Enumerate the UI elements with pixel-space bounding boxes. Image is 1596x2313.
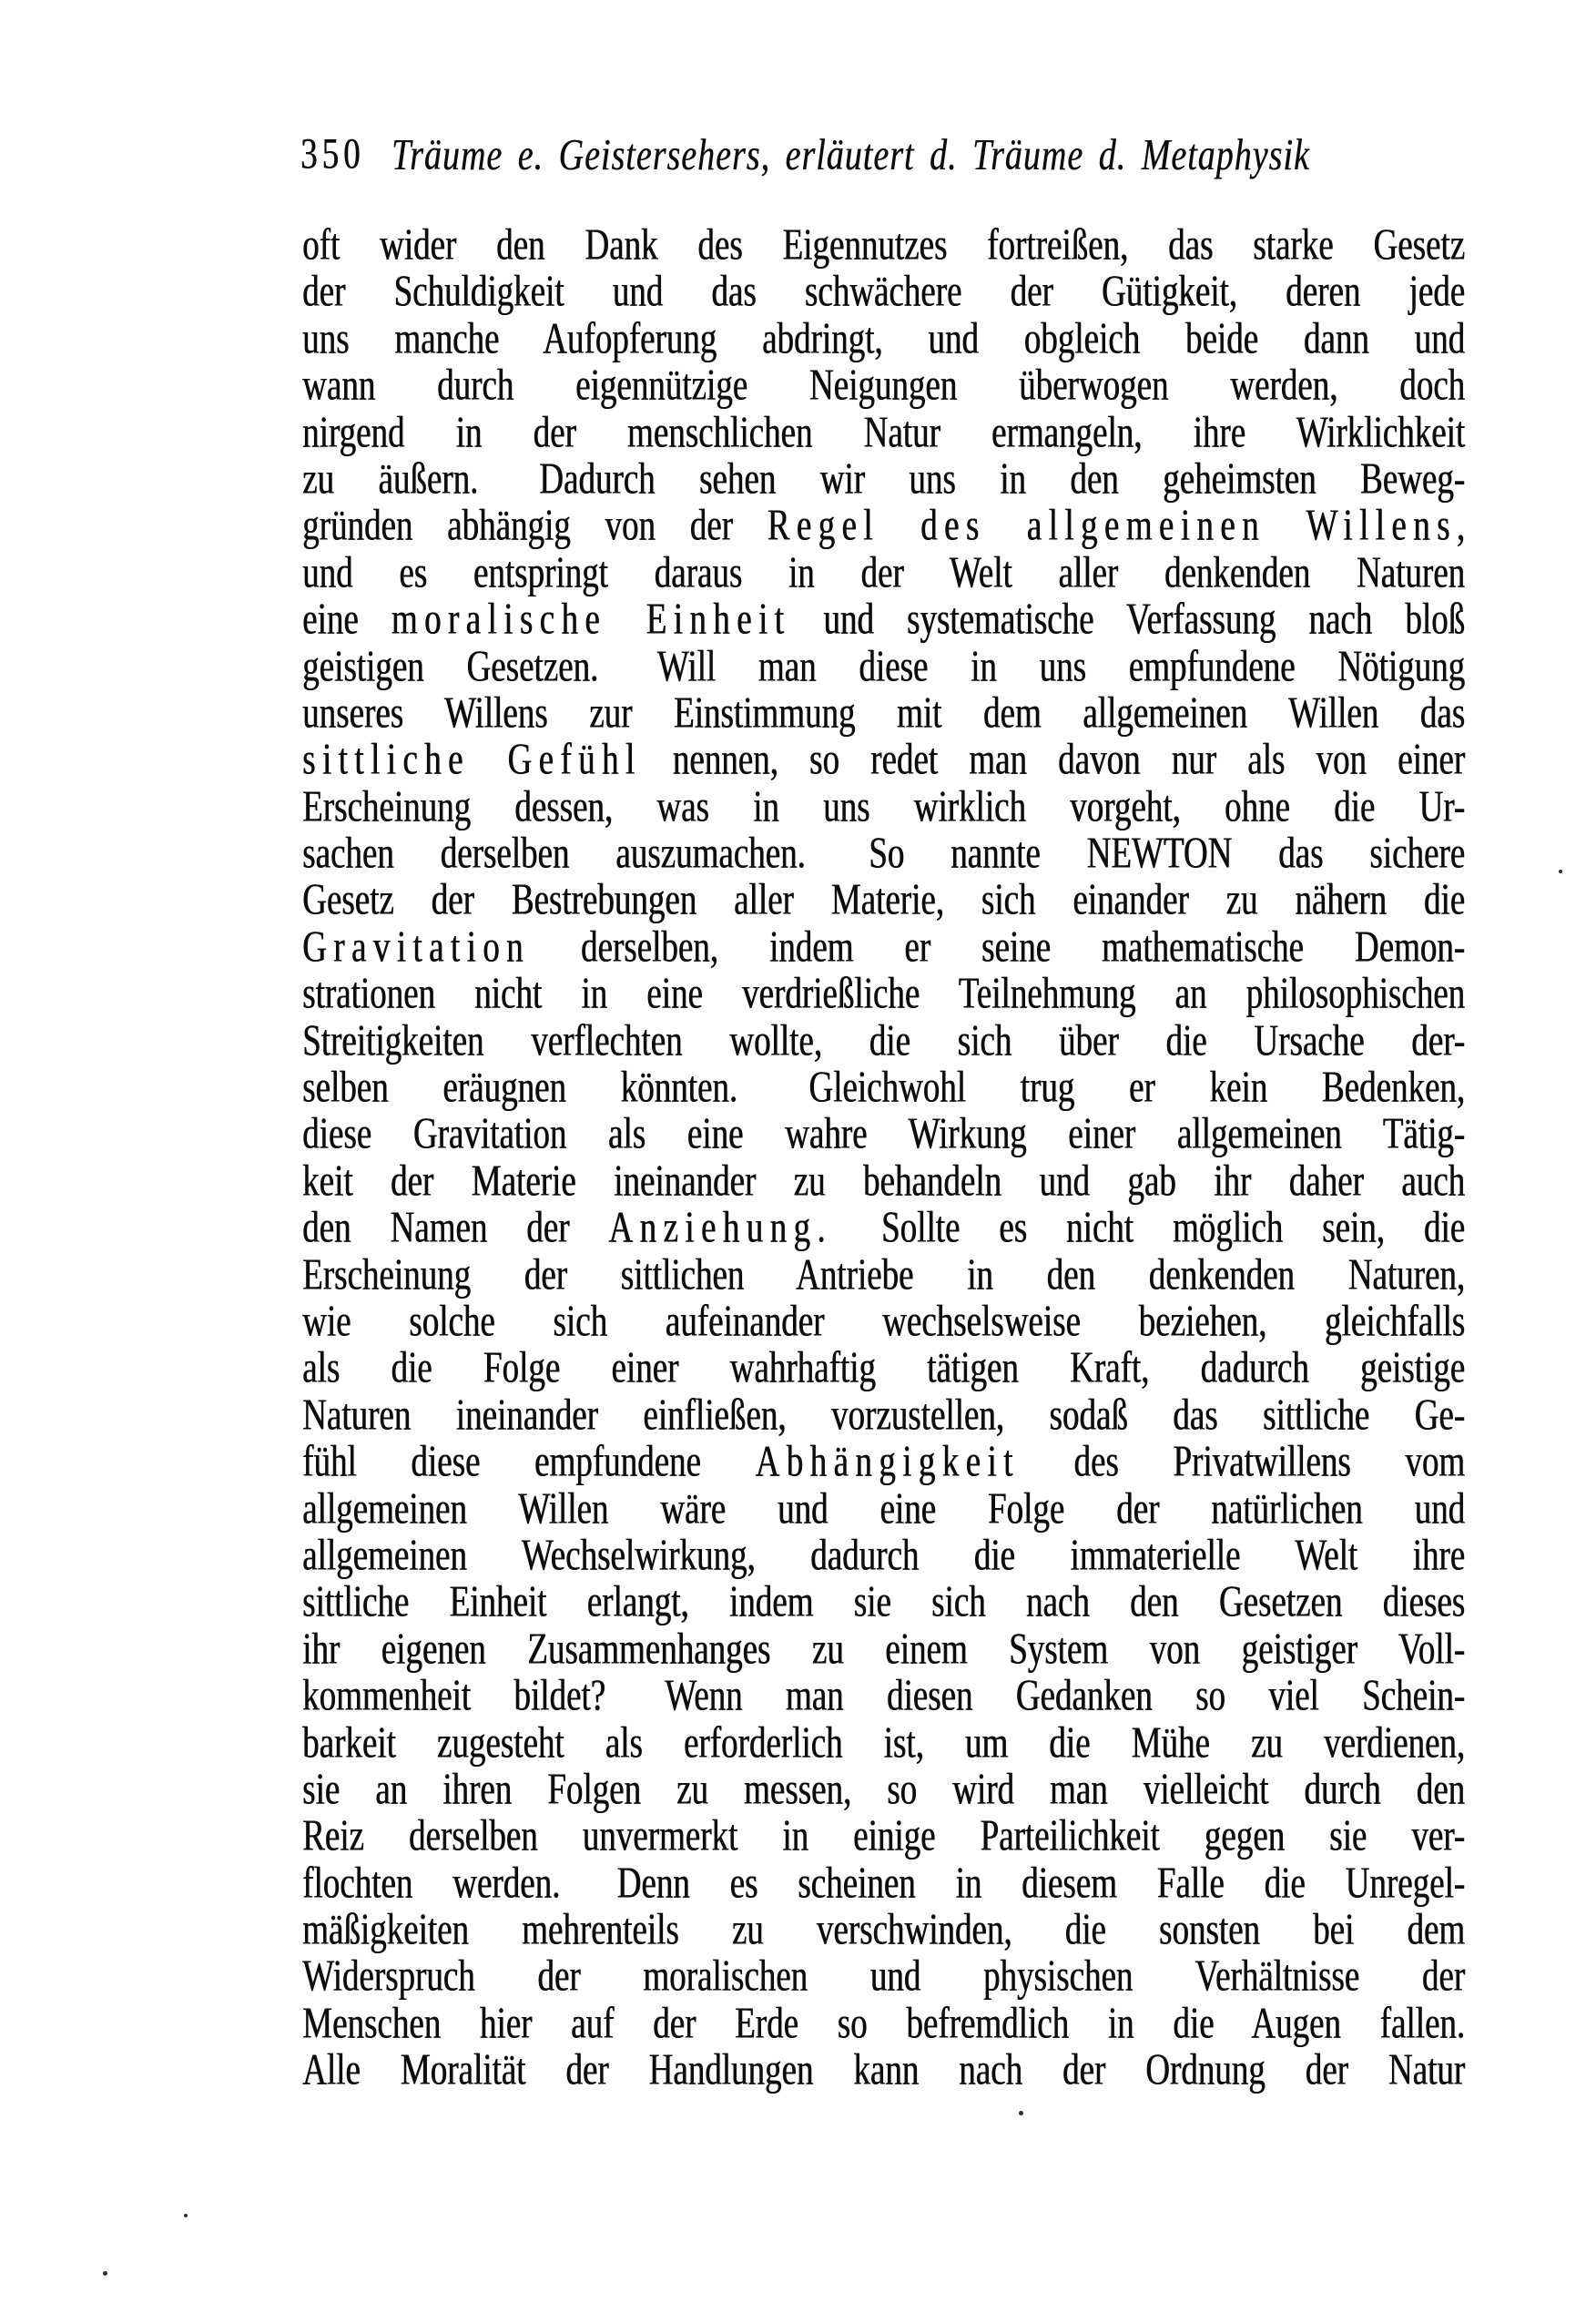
- text-segment: unseres Willens zur Einstimmung mit dem allgemeinen Willen das: [302, 688, 1465, 739]
- text-segment: oft wider den Dank des Eigennutzes fortreißen, das starke Gesetz: [302, 220, 1465, 270]
- text-segment: Reiz derselben unvermerkt in einige Parteilichkeit gegen sie ver-: [302, 1811, 1465, 1861]
- scan-speck: [1019, 2111, 1023, 2115]
- letterspaced-phrase: Anziehung: [608, 1203, 818, 1253]
- text-segment: zu äußern. Dadurch sehen wir uns in den geheimsten Beweg-: [302, 454, 1465, 504]
- text-segment: sie an ihren Folgen zu messen, so wird man vielleicht durch den: [302, 1765, 1465, 1815]
- letterspaced-phrase: Gravitation: [302, 922, 530, 973]
- text-segment: den Namen der: [302, 1203, 609, 1253]
- text-line: [302, 2040, 1465, 2102]
- text-segment: und es entspringt daraus in der Welt aller denkenden Naturen: [302, 548, 1465, 598]
- text-segment: wie solche sich aufeinander wechselsweise beziehen, gleichfalls: [302, 1297, 1465, 1347]
- text-segment: sittliche Einheit erlangt, indem sie sich nach den Gesetzen dieses: [302, 1577, 1465, 1627]
- scan-speck: [184, 2214, 188, 2217]
- running-title: Träume e. Geistersehers, erläutert d. Träume d. Metaphysik: [391, 130, 1310, 180]
- text-segment: Erscheinung dessen, was in uns wirklich vorgeht, ohne die Ur-: [302, 782, 1465, 832]
- text-segment: Menschen hier auf der Erde so befremdlich in die Augen fallen.: [302, 1999, 1465, 2049]
- letterspaced-phrase: moralische Einheit: [391, 595, 791, 645]
- text-segment: derselben, indem er seine mathematische Demon-: [529, 922, 1465, 973]
- text-segment: sachen derselben auszumachen. So nannte NEWTON das sichere: [302, 829, 1465, 879]
- scan-speck: [1559, 870, 1562, 873]
- page-number: 350: [300, 130, 365, 179]
- text-segment: selben eräugnen könnten. Gleichwohl trug er kein Bedenken,: [302, 1063, 1465, 1113]
- text-segment: fühl diese empfundene: [302, 1437, 756, 1487]
- text-segment: wann durch eigennützige Neigungen überwogen werden, doch: [302, 361, 1465, 411]
- text-segment: geistigen Gesetzen. Will man diese in uns empfundene Nötigung: [302, 641, 1465, 692]
- text-segment: . Sollte es nicht möglich sein, die: [817, 1203, 1465, 1253]
- text-segment: Gesetz der Bestrebungen aller Materie, sich einander zu nähern die: [302, 875, 1465, 925]
- letterspaced-phrase: sittliche Gefühl: [302, 735, 642, 785]
- text-segment: gründen abhängig von der: [302, 501, 768, 551]
- text-segment: barkeit zugesteht als erforderlich ist, um die Mühe zu verdienen,: [302, 1717, 1465, 1768]
- text-segment: nirgend in der menschlichen Natur ermangeln, ihre Wirklichkeit: [302, 407, 1465, 458]
- text-segment: nennen, so redet man davon nur als von einer: [641, 735, 1465, 785]
- text-segment: Streitigkeiten verflechten wollte, die sich über die Ursache der-: [302, 1016, 1465, 1066]
- text-segment: ,: [1456, 501, 1465, 551]
- letterspaced-phrase: Abhängigkeit: [755, 1437, 1020, 1487]
- text-segment: uns manche Aufopferung abdringt, und obgleich beide dann und: [302, 314, 1465, 364]
- text-segment: und systematische Verfassung nach bloß: [790, 595, 1466, 645]
- body-text: [302, 222, 1465, 2094]
- text-segment: diese Gravitation als eine wahre Wirkung einer allgemeinen Tätig-: [302, 1109, 1465, 1159]
- text-segment: Alle Moralität der Handlungen kann nach der Ordnung der Natur: [302, 2045, 1465, 2095]
- text-segment: kommenheit bildet? Wenn man diesen Gedanken so viel Schein-: [302, 1671, 1465, 1721]
- text-segment: Naturen ineinander einfließen, vorzustellen, sodaß das sittliche Ge-: [302, 1391, 1465, 1441]
- text-segment: eine: [302, 595, 391, 645]
- text-segment: der Schuldigkeit und das schwächere der Gütigkeit, deren jede: [302, 267, 1465, 317]
- text-segment: strationen nicht in eine verdrießliche Teilnehmung an philosophischen: [302, 969, 1465, 1019]
- text-segment: als die Folge einer wahrhaftig tätigen Kraft, dadurch geistige: [302, 1343, 1465, 1393]
- text-segment: Erscheinung der sittlichen Antriebe in den denkenden Naturen,: [302, 1249, 1465, 1300]
- text-segment: keit der Materie ineinander zu behandeln und gab ihr daher auch: [302, 1156, 1465, 1207]
- text-segment: flochten werden. Denn es scheinen in diesem Falle die Unregel-: [302, 1859, 1465, 1909]
- text-segment: allgemeinen Willen wäre und eine Folge der natürlichen und: [302, 1483, 1465, 1534]
- text-segment: des Privatwillens vom: [1019, 1437, 1465, 1487]
- text-segment: mäßigkeiten mehrenteils zu verschwinden, die sonsten bei dem: [302, 1905, 1465, 1955]
- text-segment: ihr eigenen Zusammenhanges zu einem System von geistiger Voll-: [302, 1625, 1465, 1675]
- scan-speck: [103, 2271, 107, 2276]
- text-segment: Widerspruch der moralischen und physischen Verhältnisse der: [302, 1951, 1465, 2002]
- text-segment: allgemeinen Wechselwirkung, dadurch die immaterielle Welt ihre: [302, 1531, 1465, 1581]
- letterspaced-phrase: Regel des allgemeinen Willens: [767, 501, 1457, 551]
- running-head: [0, 130, 1596, 186]
